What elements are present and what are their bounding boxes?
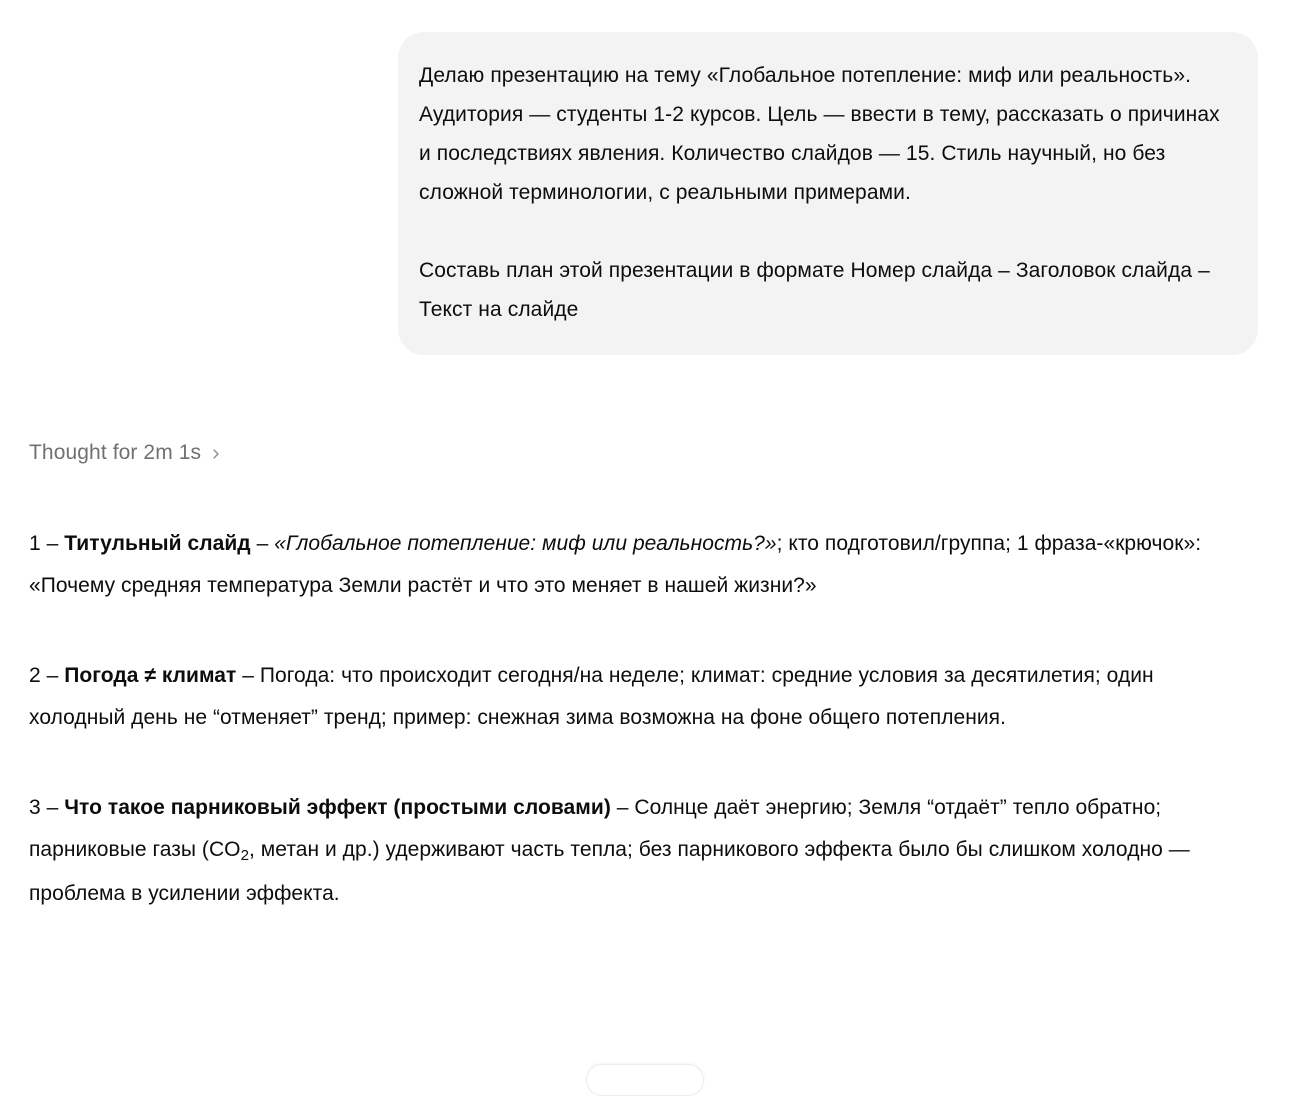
slide-plan-item-2 — [29, 655, 1252, 739]
thought-duration-label: Thought for 2m 1s — [29, 441, 202, 464]
slide-body-3-part2: , метан и др.) удерживают часть тепла; без парникового эффекта было бы слишком холодно — проблема в усилении эффекта. — [29, 838, 1190, 905]
slide-body-1: ; кто подготовил/группа; 1 фраза-«крючок»: «Почему средняя температура Земли растёт и что это меняет в нашей жизни?» — [29, 532, 1202, 597]
slide-separator-1: – — [250, 532, 275, 555]
slide-separator-3: – — [610, 796, 635, 819]
user-message-row — [0, 0, 1290, 355]
slide-heading-1: Титульный слайд — [64, 532, 251, 555]
chevron-right-icon — [210, 448, 222, 460]
bottom-floating-element[interactable] — [586, 1064, 704, 1096]
slide-number-2: 2 – — [29, 664, 65, 687]
slide-separator-2: – — [236, 664, 260, 687]
slide-body-3-part1: Солнце даёт энергию; Земля “отдаёт” тепло обратно; парниковые газы (CO — [29, 796, 1162, 861]
co2-subscript: 2 — [240, 846, 250, 864]
assistant-message — [0, 467, 1290, 915]
slide-body-2: Погода: что происходит сегодня/на неделе; климат: средние условия за десятилетия; один холодный день не “отменяет” тренд; пример: снежная зима возможна на фоне общего потепления. — [29, 664, 1154, 729]
user-message-paragraph-2: Составь план этой презентации в формате Номер слайда – Заголовок слайда – Текст на слайде — [419, 259, 1210, 321]
thought-disclosure-toggle[interactable] — [0, 355, 222, 467]
slide-plan-item-3 — [29, 787, 1252, 915]
user-message-paragraph-1: Делаю презентацию на тему «Глобальное потепление: миф или реальность». Аудитория — студенты 1-2 курсов. Цель — ввести в тему, рассказать о причинах и последствиях явления. Количество слайдов — 15. Стиль научный, но без сложной терминологии, с реальными примерами. — [419, 64, 1220, 204]
slide-heading-3: Что такое парниковый эффект (простыми словами) — [64, 796, 611, 819]
slide-heading-2: Погода ≠ климат — [64, 664, 237, 687]
slide-title-italic-1: «Глобальное потепление: миф или реальность?» — [274, 532, 777, 555]
user-message-bubble[interactable] — [398, 32, 1258, 355]
slide-number-1: 1 – — [29, 532, 65, 555]
slide-number-3: 3 – — [29, 796, 65, 819]
slide-plan-item-1 — [29, 523, 1252, 607]
